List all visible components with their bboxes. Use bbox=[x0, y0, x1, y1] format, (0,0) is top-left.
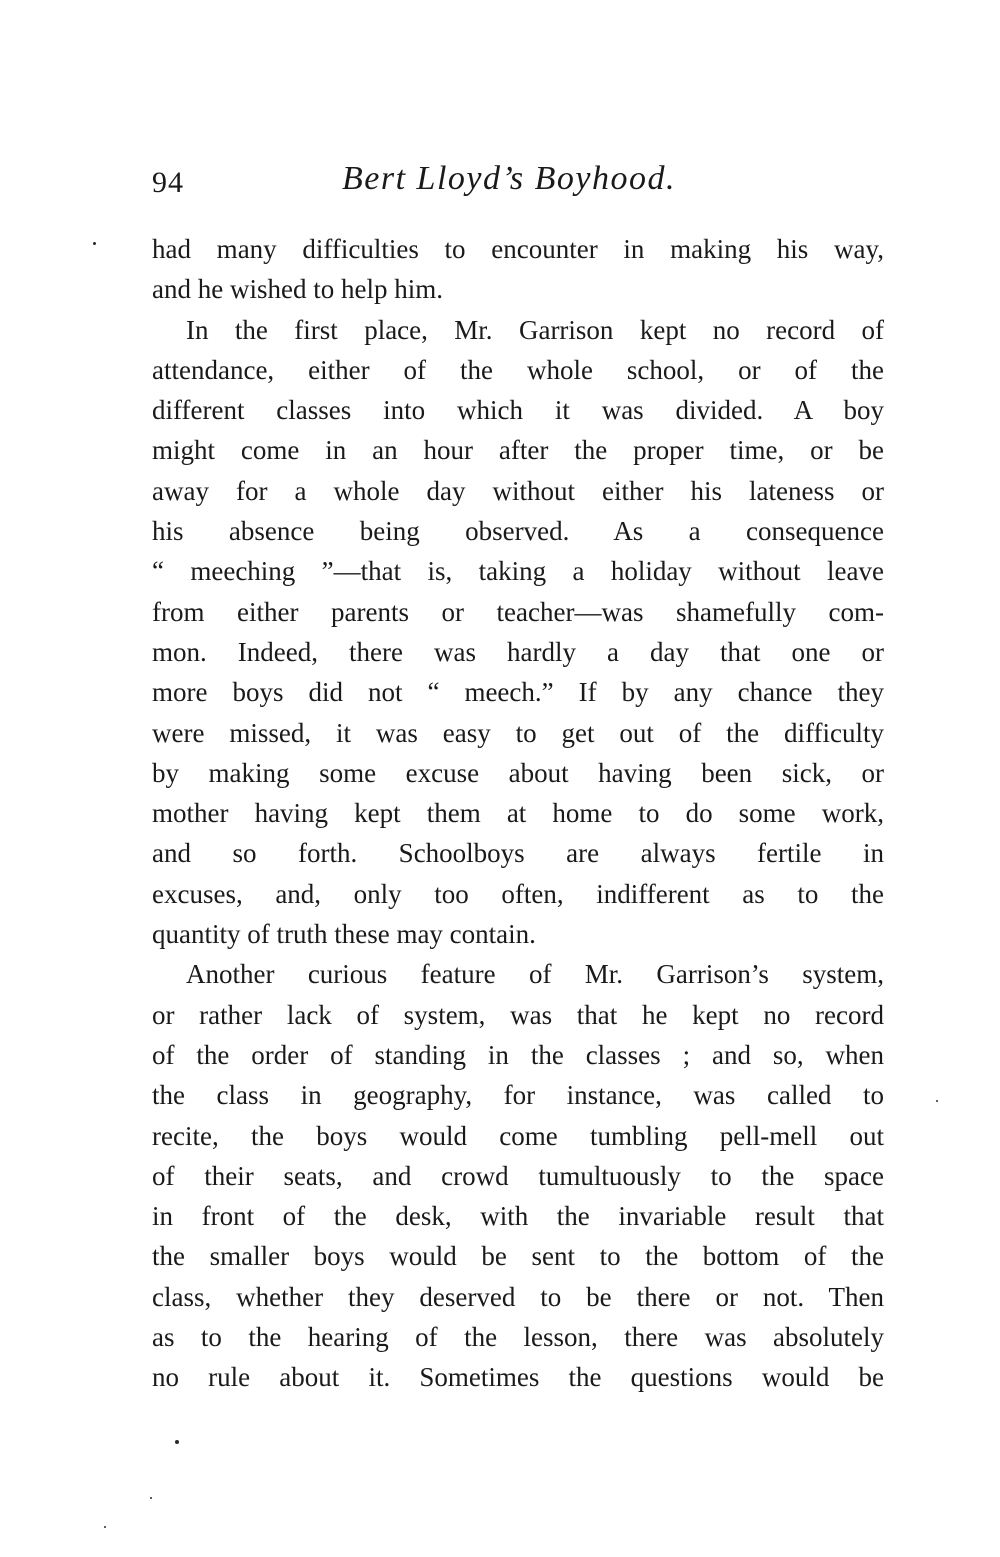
text-line: quantity of truth these may contain. bbox=[152, 919, 536, 950]
text-line: mother having kept them at home to do some work, bbox=[152, 798, 884, 829]
text-line: more boys did not “ meech.” If by any chance they bbox=[152, 677, 884, 708]
text-line: the class in geography, for instance, was called to bbox=[152, 1080, 884, 1111]
text-line: attendance, either of the whole school, or of the bbox=[152, 354, 884, 385]
text-line: the smaller boys would be sent to the bottom of the bbox=[152, 1241, 884, 1272]
text-line: Another curious feature of Mr. Garrison’s system, bbox=[186, 959, 884, 990]
body-text bbox=[152, 229, 884, 1398]
page-number: 94 bbox=[152, 166, 184, 199]
text-line: were missed, it was easy to get out of the difficulty bbox=[152, 717, 884, 748]
text-line: his absence being observed. As a consequence bbox=[152, 516, 884, 547]
scan-speck bbox=[93, 242, 96, 245]
scan-speck bbox=[150, 1497, 152, 1499]
text-line: away for a whole day without either his lateness or bbox=[152, 475, 884, 506]
running-head bbox=[152, 160, 888, 210]
text-line: or rather lack of system, was that he kept no record bbox=[152, 999, 884, 1030]
text-line: no rule about it. Sometimes the questions would be bbox=[152, 1362, 884, 1393]
text-line: and he wished to help him. bbox=[152, 274, 443, 305]
text-line: as to the hearing of the lesson, there was absolutely bbox=[152, 1322, 884, 1353]
text-line: from either parents or teacher—was shamefully com- bbox=[152, 596, 884, 627]
scan-speck bbox=[936, 1100, 938, 1102]
text-line: “ meeching ”—that is, taking a holiday without leave bbox=[152, 556, 884, 587]
text-line: of the order of standing in the classes ; and so, when bbox=[152, 1039, 884, 1070]
scan-speck bbox=[175, 1440, 179, 1444]
text-line: and so forth. Schoolboys are always fertile in bbox=[152, 838, 884, 869]
text-line: class, whether they deserved to be there or not. Then bbox=[152, 1281, 884, 1312]
text-line: by making some excuse about having been sick, or bbox=[152, 757, 884, 788]
text-line: excuses, and, only too often, indifferent as to the bbox=[152, 878, 884, 909]
text-line: of their seats, and crowd tumultuously to the space bbox=[152, 1160, 884, 1191]
text-line: in front of the desk, with the invariable result that bbox=[152, 1201, 884, 1232]
text-line: might come in an hour after the proper time, or be bbox=[152, 435, 884, 466]
text-line: mon. Indeed, there was hardly a day that one or bbox=[152, 636, 884, 667]
text-line: had many difficulties to encounter in making his way, bbox=[152, 234, 884, 264]
scan-speck bbox=[104, 1526, 106, 1528]
running-title: Bert Lloyd’s Boyhood. bbox=[342, 160, 677, 197]
text-line: recite, the boys would come tumbling pell-mell out bbox=[152, 1120, 884, 1151]
text-line: In the first place, Mr. Garrison kept no record of bbox=[186, 314, 884, 345]
text-line: different classes into which it was divided. A boy bbox=[152, 395, 884, 426]
